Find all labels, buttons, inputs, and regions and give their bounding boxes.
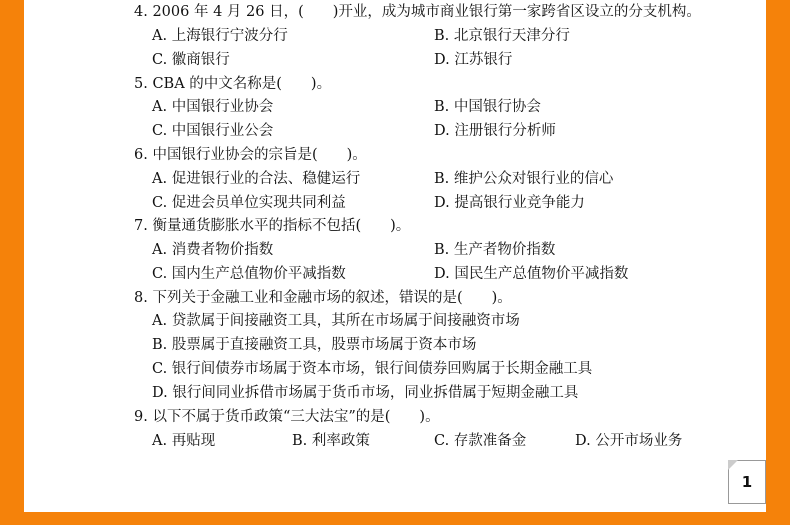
question-4-option-d: D. 江苏银行 — [434, 52, 513, 68]
question-6-option-c: C. 促进会员单位实现共同利益 — [152, 195, 346, 211]
page-number-badge — [728, 460, 766, 504]
document-page — [24, 0, 766, 512]
question-8-stem: 8. 下列关于金融工业和金融市场的叙述，错误的是( )。 — [134, 290, 512, 306]
question-6-option-a: A. 促进银行业的合法、稳健运行 — [152, 171, 361, 187]
question-5-stem: 5. CBA 的中文名称是( )。 — [134, 76, 332, 92]
question-9-option-a: A. 再贴现 — [152, 433, 216, 449]
question-8-option-b: B. 股票属于直接融资工具，股票市场属于资本市场 — [152, 337, 477, 353]
question-5-option-c: C. 中国银行业公会 — [152, 123, 274, 139]
question-6-stem: 6. 中国银行业协会的宗旨是( )。 — [134, 147, 367, 163]
question-4-option-b: B. 北京银行天津分行 — [434, 28, 570, 44]
question-6-option-d: D. 提高银行业竞争能力 — [434, 195, 585, 211]
question-7-option-b: B. 生产者物价指数 — [434, 242, 556, 258]
question-9-option-d: D. 公开市场业务 — [575, 433, 683, 449]
question-5-option-b: B. 中国银行协会 — [434, 99, 541, 115]
question-7-option-d: D. 国民生产总值物价平减指数 — [434, 266, 629, 282]
question-8-option-a: A. 贷款属于间接融资工具，其所在市场属于间接融资市场 — [152, 313, 520, 329]
page-number: 1 — [741, 473, 753, 491]
question-9-option-c: C. 存款准备金 — [434, 433, 527, 449]
question-5-option-d: D. 注册银行分析师 — [434, 123, 556, 139]
question-9-stem: 9. 以下不属于货币政策“三大法宝”的是( )。 — [134, 409, 440, 425]
question-4-option-a: A. 上海银行宁波分行 — [152, 28, 288, 44]
question-7-option-a: A. 消费者物价指数 — [152, 242, 274, 258]
question-4-option-c: C. 徽商银行 — [152, 52, 230, 68]
question-9-option-b: B. 利率政策 — [292, 433, 370, 449]
question-8-option-c: C. 银行间债券市场属于资本市场，银行间债券回购属于长期金融工具 — [152, 361, 593, 377]
question-5-option-a: A. 中国银行业协会 — [152, 99, 274, 115]
question-4-stem: 4. 2006 年 4 月 26 日，( )开业，成为城市商业银行第一家跨省区设立的分支机构。 — [134, 4, 701, 20]
question-7-stem: 7. 衡量通货膨胀水平的指标不包括( )。 — [134, 218, 411, 234]
question-6-option-b: B. 维护公众对银行业的信心 — [434, 171, 614, 187]
question-7-option-c: C. 国内生产总值物价平减指数 — [152, 266, 346, 282]
question-8-option-d: D. 银行间同业拆借市场属于货币市场，同业拆借属于短期金融工具 — [152, 385, 579, 401]
